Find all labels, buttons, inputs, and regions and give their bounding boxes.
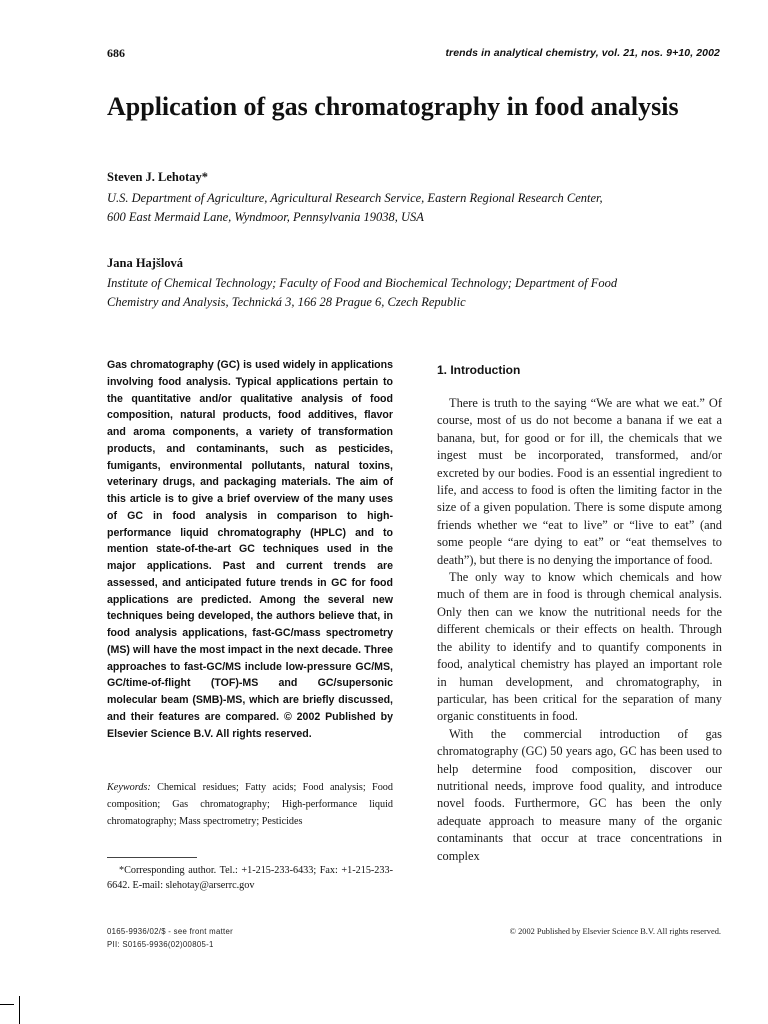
keywords xyxy=(107,779,393,830)
author-name: Jana Hajšlová xyxy=(107,256,184,270)
paragraph: With the commercial introduction of gas chromatography (GC) 50 years ago, GC has been used to help determine food composition, discover our nutritional needs, improve food quality, and introduce novel foods. Furthermore, GC has been the only adequate approach to measure many of the organic contaminants that occur at trace concentrations in complex xyxy=(437,726,722,863)
section-heading: 1. Introduction xyxy=(437,363,521,377)
abstract: Gas chromatography (GC) is used widely in applications involving food analysis. Typical applications pertain to the quantitative and/or qualitative analysis of food composition, natural products, food additives, flavor and aroma components, a variety of transformation products, and contaminants, such as pesticides, fumigants, environmental pollutants, natural toxins, veterinary drugs, and packaging materials. The aim of this article is to give a brief overview of the many uses of GC in food analysis in comparison to high-performance liquid chromatography (HPLC) and to mention state-of-the-art GC techniques used in the major applications. Past and current trends are assessed, and anticipated future trends in GC for food applications are predicted. Among the several new techniques being developed, the authors believe that, in food analysis applications, fast-GC/mass spectrometry (MS) will have the most impact in the next decade. Three approaches to fast-GC/MS include low-pressure GC/MS, GC/time-of-flight (TOF)-MS and GC/supersonic molecular beam (SMB)-MS, which are briefly discussed, and their features are compared. © 2002 Published by Elsevier Science B.V. All rights reserved. xyxy=(107,359,393,740)
page-number: 686 xyxy=(107,46,125,60)
journal-citation: trends in analytical chemistry, vol. 21, nos. 9+10, 2002 xyxy=(445,47,720,59)
pii-line: PII: S0165-9936(02)00805-1 xyxy=(107,940,214,949)
author-name: Steven J. Lehotay* xyxy=(107,170,209,184)
affiliation-line: 600 East Mermaid Lane, Wyndmoor, Pennsylvania 19038, USA xyxy=(107,210,424,224)
affiliation-line: U.S. Department of Agriculture, Agricultural Research Service, Eastern Regional Research Center, xyxy=(107,191,603,205)
keywords-label: Keywords: xyxy=(107,782,151,793)
paragraph: The only way to know which chemicals and how much of them are in food is through chemical analysis. Only then can we know the nutritional needs for the different chemicals or their effects on health. Through the ability to identify and to quantify components in food, analytical chemistry has played an important role in human development, and chromatography, in particular, has been critical for the separation of many organic constituents in food. xyxy=(437,570,722,724)
author-affiliation xyxy=(107,274,727,312)
corresponding-author-footnote: *Corresponding author. Tel.: +1-215-233-6433; Fax: +1-215-233-6642. E-mail: slehotay@arserrc.gov xyxy=(107,865,393,891)
author-affiliation xyxy=(107,189,727,227)
keywords-list: Chemical residues; Fatty acids; Food analysis; Food composition; Gas chromatography; High-performance liquid chromatography; Mass spectrometry; Pesticides xyxy=(107,782,393,827)
crop-mark xyxy=(19,996,20,1024)
copyright-notice: © 2002 Published by Elsevier Science B.V. All rights reserved. xyxy=(509,927,721,936)
issn-line: 0165-9936/02/$ - see front matter xyxy=(107,927,234,936)
body-text xyxy=(437,395,722,865)
paragraph: There is truth to the saying “We are what we eat.” Of course, most of us do not become a banana if we eat a banana, but, for good or for ill, the chemicals that we ingest must be incorporated, transformed, and/or excreted by our bodies. Food is an essential ingredient to life, and access to food is often the limiting factor in the size of a given population. There is some dispute among friends whether we “eat to live” or “live to eat” (and some people “are dying to eat” or “eat themselves to death”), but there is no denying the importance of food. xyxy=(437,396,722,567)
affiliation-line: Institute of Chemical Technology; Faculty of Food and Biochemical Technology; Department of Food xyxy=(107,276,618,290)
article-title: Application of gas chromatography in food analysis xyxy=(107,92,679,121)
affiliation-line: Chemistry and Analysis, Technická 3, 166 28 Prague 6, Czech Republic xyxy=(107,295,466,309)
crop-mark xyxy=(0,1004,14,1005)
footnote-rule xyxy=(107,857,197,858)
